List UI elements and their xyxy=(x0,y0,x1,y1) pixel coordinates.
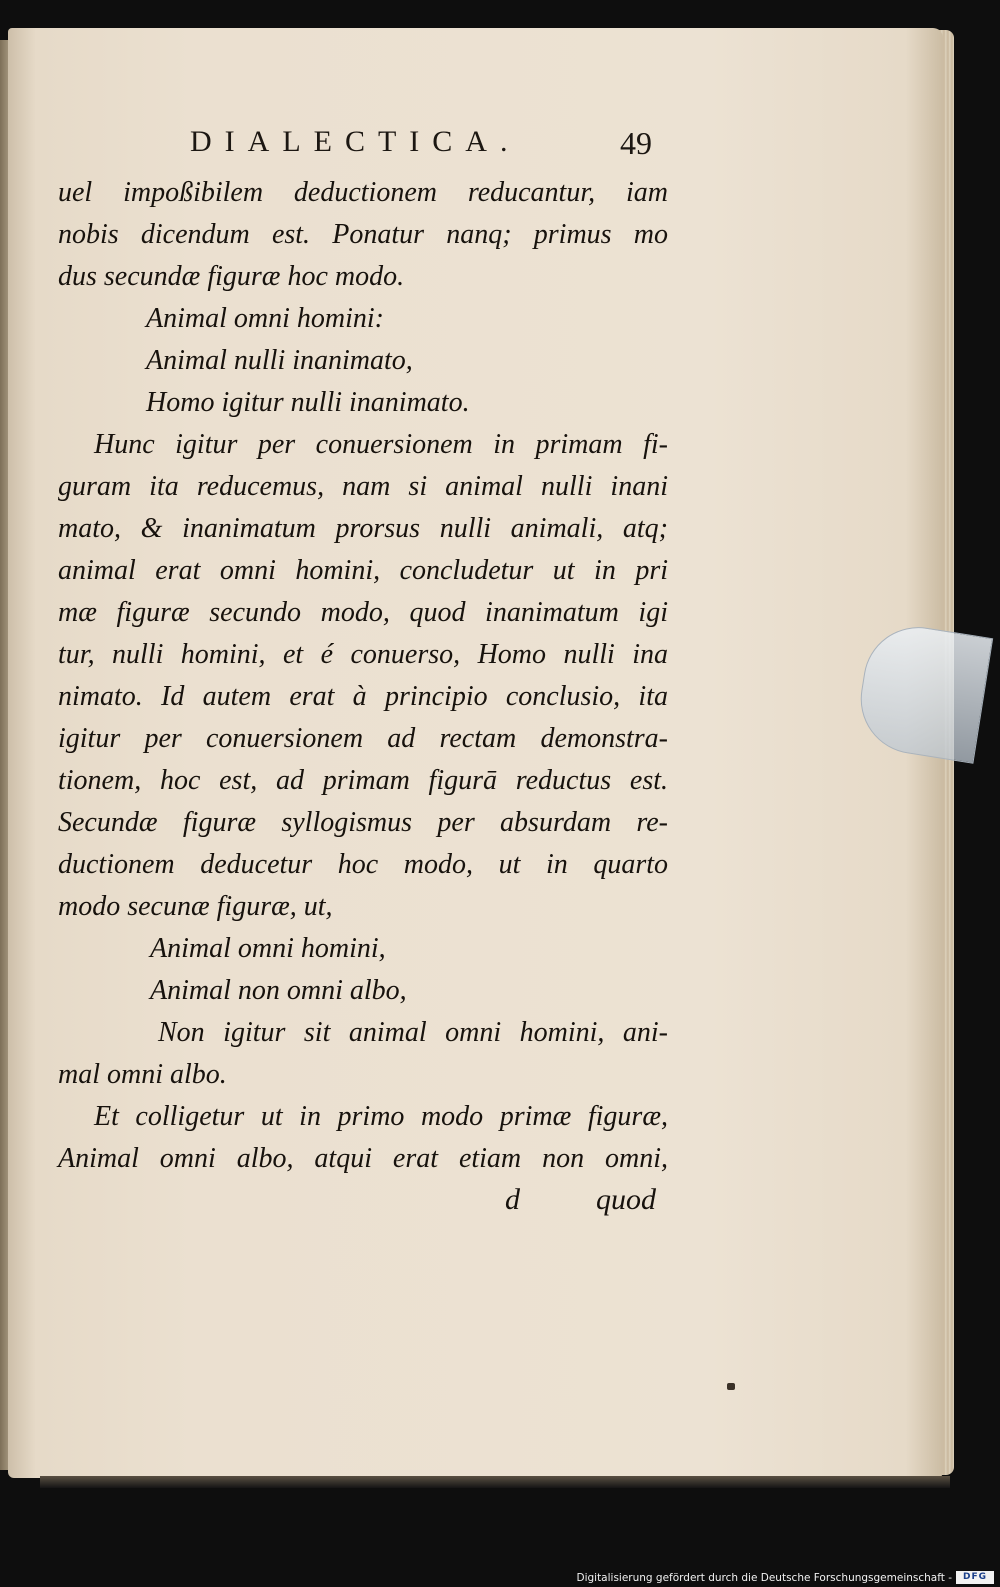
syllogism-line: Homo igitur nulli inanimato. xyxy=(146,387,470,418)
syllogism-line: Animal omni homini, xyxy=(150,933,386,964)
text-line: guram ita reducemus, nam si animal nulli inani xyxy=(58,471,668,502)
syllogism-line: Animal nulli inanimato, xyxy=(146,345,413,376)
ink-speck xyxy=(727,1383,735,1390)
signature-mark: d xyxy=(505,1183,520,1216)
digitization-credit: Digitalisierung gefördert durch die Deutsche Forschungsgemeinschaft - xyxy=(576,1572,952,1584)
text-line: Animal omni albo, atqui erat etiam non omni, xyxy=(58,1143,668,1174)
text-line: igitur per conuersionem ad rectam demonstra- xyxy=(58,723,668,754)
text-line: modo secunæ figuræ, ut, xyxy=(58,891,333,922)
text-line: tionem, hoc est, ad primam figurā reductus est. xyxy=(58,765,668,796)
catchword: quod xyxy=(596,1183,656,1216)
text-line: Secundæ figuræ syllogismus per absurdam re- xyxy=(58,807,668,838)
text-line: mato, & inanimatum prorsus nulli animali, atq; xyxy=(58,513,668,544)
text-line: dus secundæ figuræ hoc modo. xyxy=(58,261,405,292)
page-shadow xyxy=(40,1476,950,1488)
running-head: DIALECTICA. xyxy=(190,125,521,158)
syllogism-line: Non igitur sit animal omni homini, ani- xyxy=(158,1017,668,1048)
text-line: animal erat omni homini, concludetur ut in pri xyxy=(58,555,668,586)
text-line: nobis dicendum est. Ponatur nanq; primus mo xyxy=(58,219,668,250)
syllogism-line: Animal omni homini: xyxy=(146,303,384,334)
text-line: tur, nulli homini, et é conuerso, Homo nulli ina xyxy=(58,639,668,670)
text-line: uel impoßibilem deductionem reducantur, iam xyxy=(58,177,668,208)
syllogism-line: Animal non omni albo, xyxy=(150,975,407,1006)
text-line: nimato. Id autem erat à principio conclusio, ita xyxy=(58,681,668,712)
dfg-logo: DFG xyxy=(956,1571,994,1584)
text-line: Et colligetur ut in primo modo primæ figuræ, xyxy=(94,1101,668,1132)
text-line: ductionem deducetur hoc modo, ut in quarto xyxy=(58,849,668,880)
text-line: mæ figuræ secundo modo, quod inanimatum igi xyxy=(58,597,668,628)
text-line: Hunc igitur per conuersionem in primam fi- xyxy=(94,429,668,460)
text-block xyxy=(58,172,668,1180)
page-number: 49 xyxy=(620,125,652,161)
text-line: mal omni albo. xyxy=(58,1059,227,1090)
